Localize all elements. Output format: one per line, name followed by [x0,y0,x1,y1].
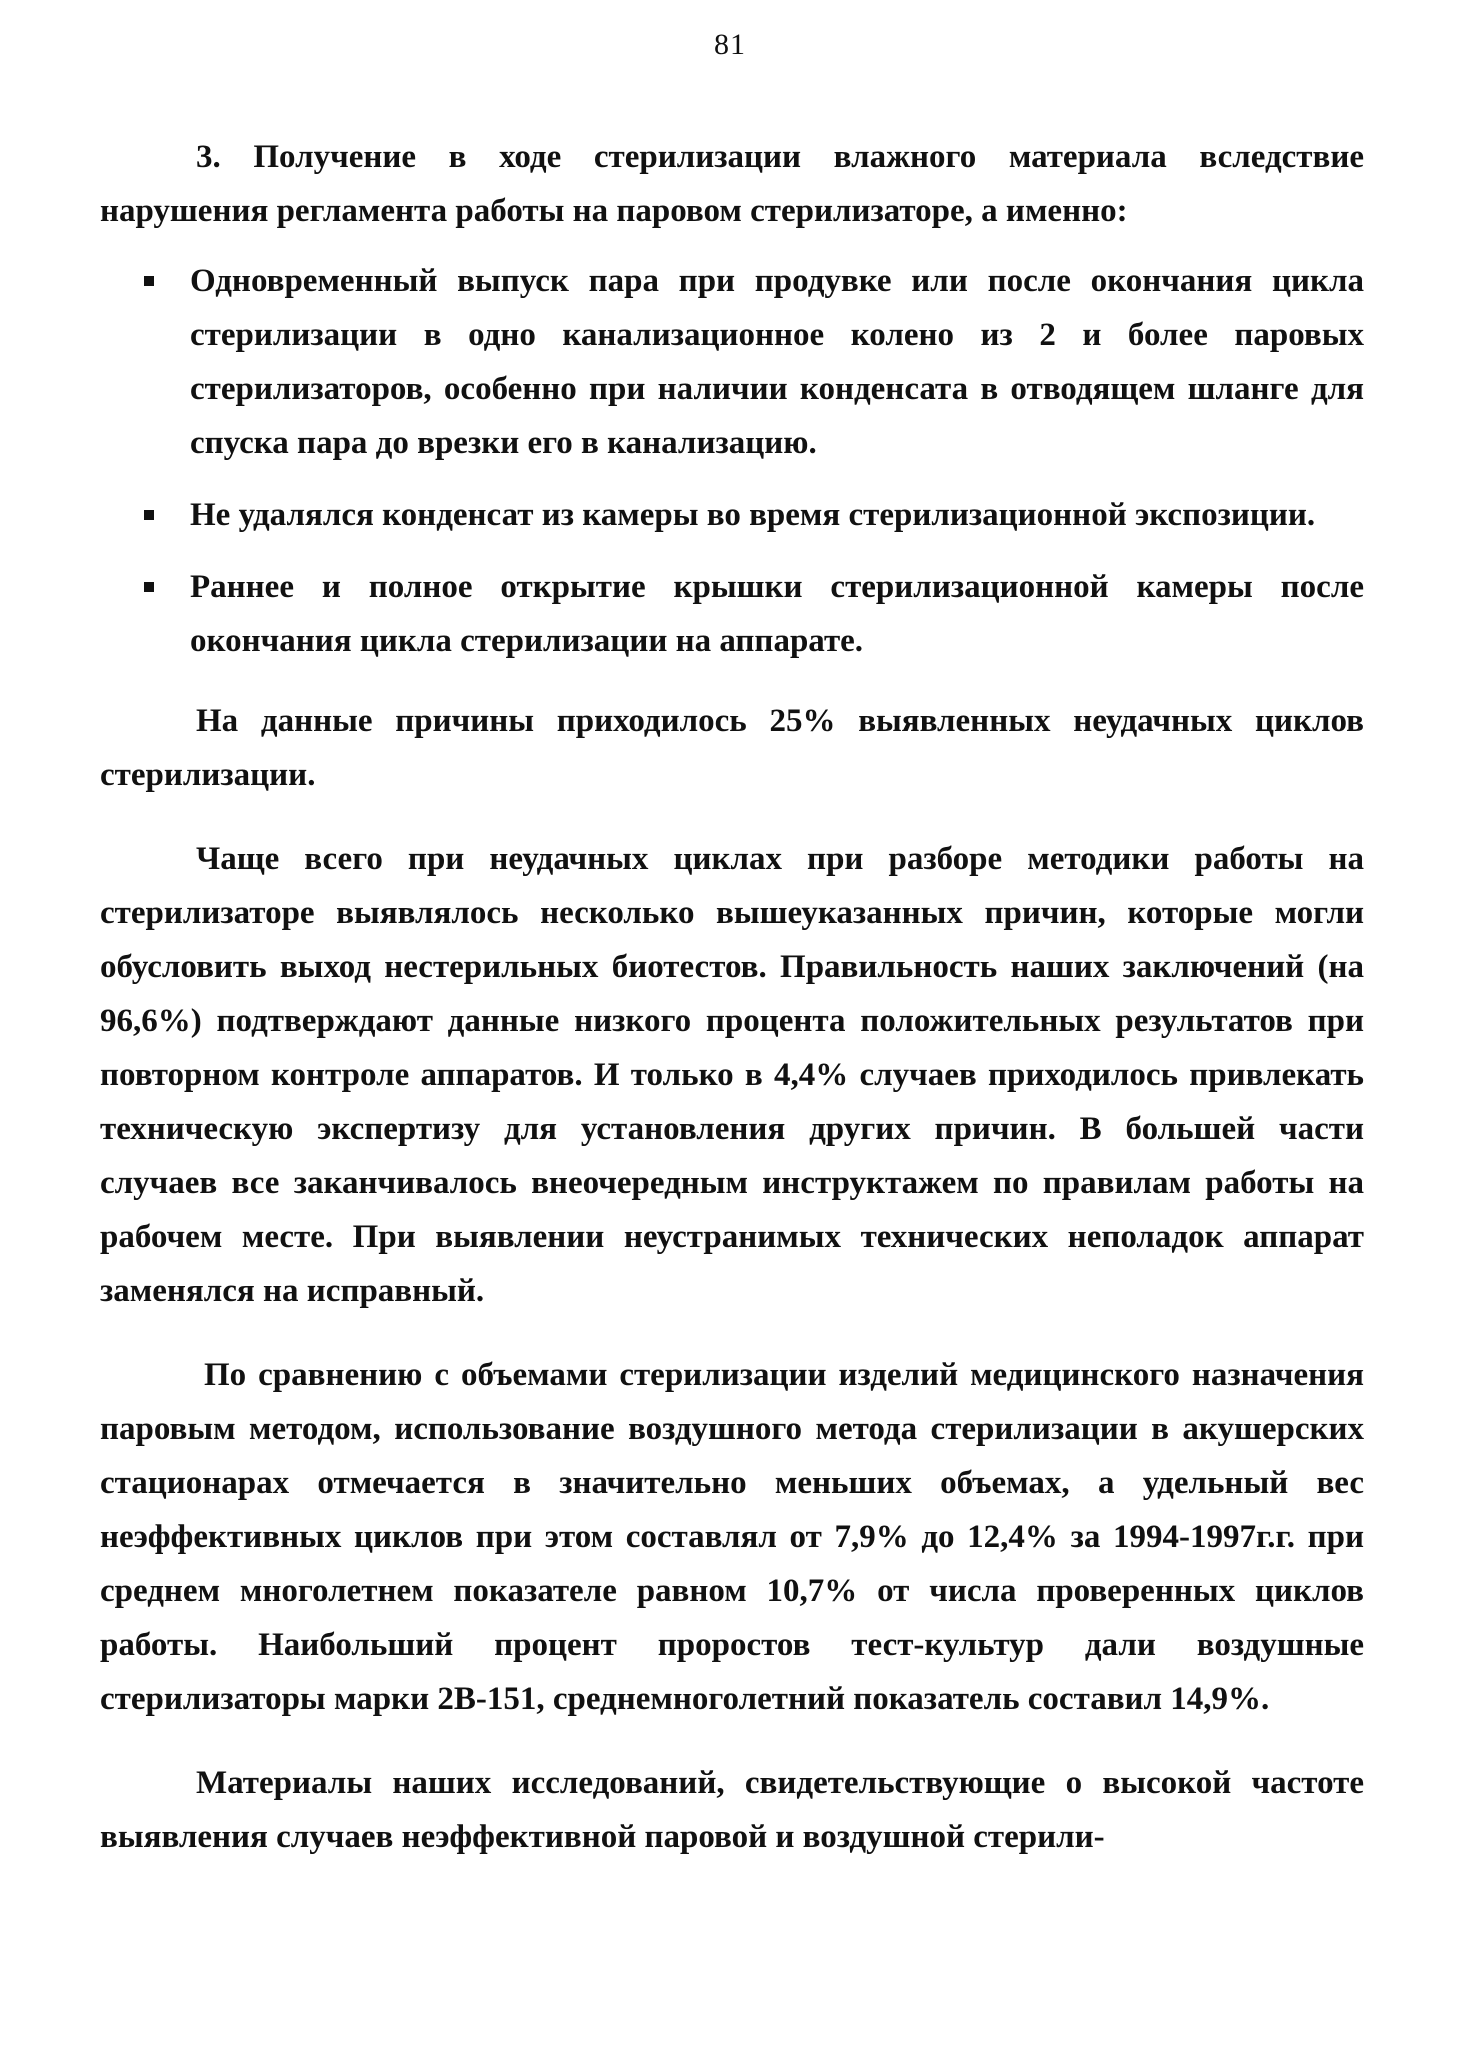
intro-paragraph: 3. Получение в ходе стерилизации влажного материала вследствие нарушения регламента работы на паровом стерилизаторе, а именно: [100,139,1364,229]
reasons-list [100,254,1364,668]
list-item [100,488,1364,542]
list-item-text: Одновременный выпуск пара при продувке или после окончания цикла стерилизации в одно канализационное колено из 2 и более паровых стерилизаторов, особенно при наличии конденсата в отводящем шланге для спуска пара до врезки его в канализацию. [190,263,1364,461]
list-item [100,560,1364,668]
square-bullet-icon [144,582,154,592]
square-bullet-icon [144,276,154,286]
list-item-text: Раннее и полное открытие крышки стерилизационной камеры после окончания цикла стерилизации на аппарате. [190,569,1364,659]
page-number: 81 [714,28,746,61]
page-body [100,130,1364,1864]
summary-paragraph: На данные причины приходилось 25% выявленных неудачных циклов стерилизации. [100,703,1364,793]
list-item [100,254,1364,470]
analysis-paragraph: Чаще всего при неудачных циклах при разборе методики работы на стерилизаторе выявлялось несколько вышеуказанных причин, которые могли обусловить выход нестерильных биотестов. Правильность наших заключений (на 96,6%) подтверждают данные низкого процента положительных результатов при повторном контроле аппаратов. И только в 4,4% случаев приходилось привлекать техническую экспертизу для установления других причин. В большей части случаев все заканчивалось внеочередным инструктажем по правилам работы на рабочем месте. При выявлении неустранимых технических неполадок аппарат заменялся на исправный. [100,841,1364,1309]
square-bullet-icon [144,510,154,520]
list-item-text: Не удалялся конденсат из камеры во время стерилизационной экспозиции. [190,497,1316,533]
comparison-paragraph: По сравнению с объемами стерилизации изделий медицинского назначения паровым методом, использование воздушного метода стерилизации в акушерских стационарах отмечается в значительно меньших объемах, а удельный вес неэффективных циклов при этом составлял от 7,9% до 12,4% за 1994-1997г.г. при среднем многолетнем показателе равном 10,7% от числа проверенных циклов работы. Наибольший процент проростов тест-культур дали воздушные стерилизаторы марки 2В-151, среднемноголетний показатель составил 14,9%. [100,1357,1364,1717]
closing-paragraph: Материалы наших исследований, свидетельствующие о высокой частоте выявления случаев неэффективной паровой и воздушной стерили- [100,1765,1364,1855]
